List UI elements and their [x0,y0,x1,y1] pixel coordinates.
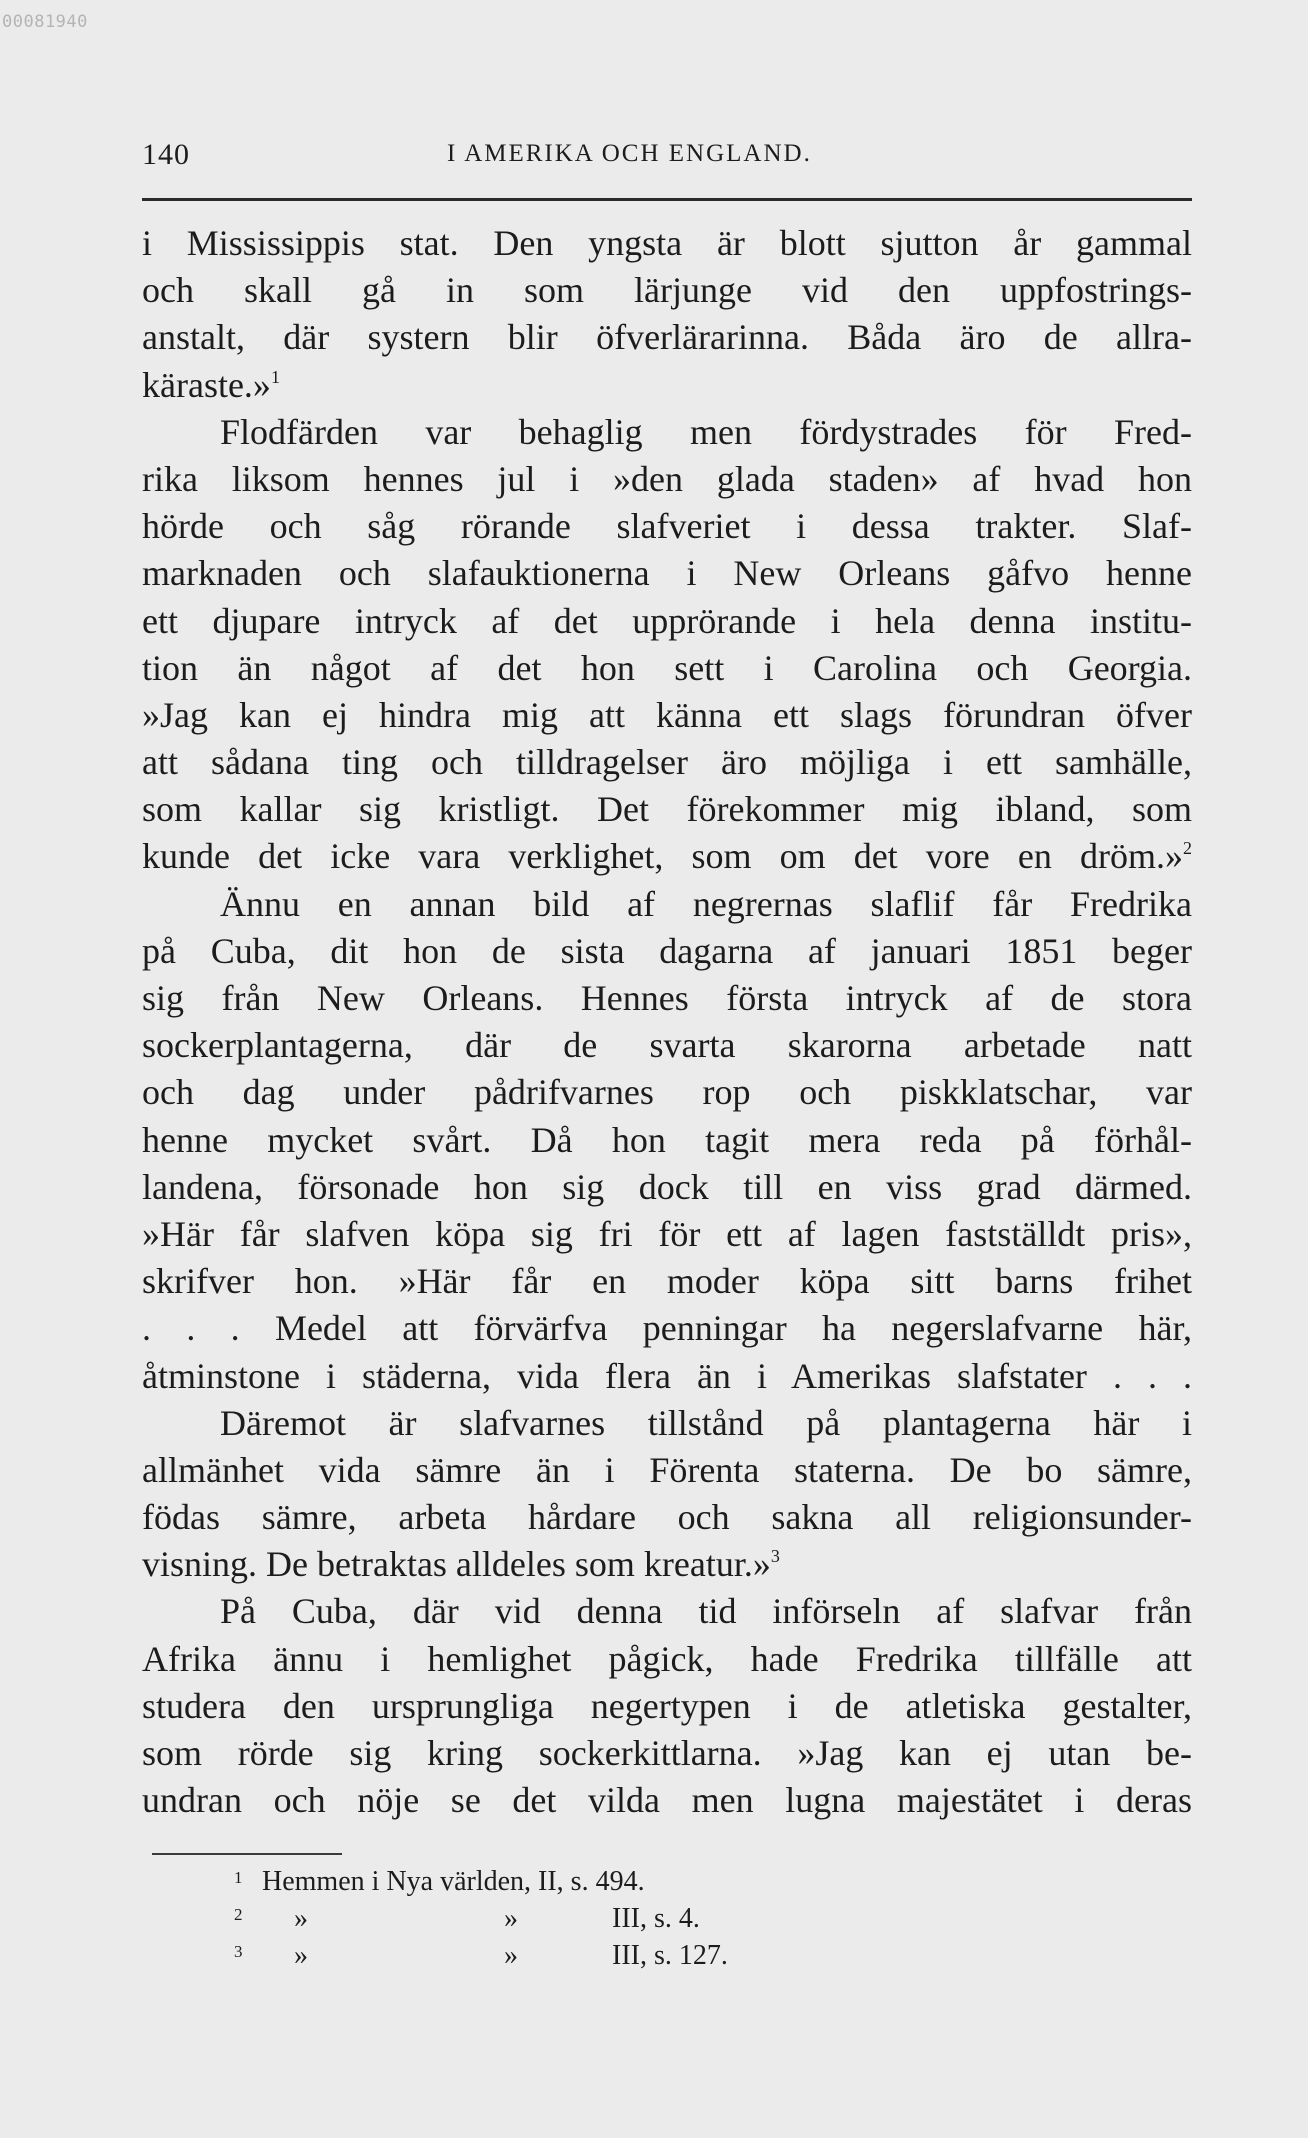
text-line: undran och nöje se det vilda men lugna majestätet i deras [142,1780,1192,1821]
text-line: ett djupare intryck af det upprörande i hela denna institu- [142,600,1192,641]
ditto-mark: » [294,1903,308,1934]
running-title: I AMERIKA OCH ENGLAND. [447,140,812,167]
page-header [142,138,1192,178]
text-line: sockerplantagerna, där de svarta skarorna arbetade natt [142,1025,1192,1066]
text-line [142,362,1192,409]
text-line: Ännu en annan bild af negrernas slaflif får Fredrika [220,883,1192,924]
scan-id-label: 00081940 [2,12,88,32]
text-line: landena, försonade hon sig dock till en viss grad därmed. [142,1166,1192,1207]
text-line: Däremot är slafvarnes tillstånd på plantagerna här i [220,1402,1192,1443]
text-line: hörde och såg rörande slafveriet i dessa trakter. Slaf- [142,506,1192,547]
text-line: rika liksom hennes jul i »den glada staden» af hvad hon [142,458,1192,499]
footnote-mark: 3 [234,1942,243,1961]
text-line: i Mississippis stat. Den yngsta är blott sjutton år gammal [142,223,1192,263]
text-line: åtminstone i städerna, vida flera än i Amerikas slafstater . . . [142,1355,1192,1396]
text-line [142,1541,1192,1588]
text-line: på Cuba, dit hon de sista dagarna af januari 1851 beger [142,930,1192,971]
footnote-rule [152,1853,342,1855]
text-line: henne mycket svårt. Då hon tagit mera reda på förhål- [142,1119,1192,1160]
text-line: tion än något af det hon sett i Carolina och Georgia. [142,647,1192,688]
text-line: »Jag kan ej hindra mig att känna ett slags förundran öfver [142,694,1192,735]
footnote-marker: 2 [1183,838,1192,859]
footnote-reference: III, s. 127. [612,1940,728,1971]
text-line: som rörde sig kring sockerkittlarna. »Jag kan ej utan be- [142,1733,1192,1773]
text-line-content: käraste.» [142,364,271,405]
page-number: 140 [142,138,190,171]
text-line: och skall gå in som lärjunge vid den uppfostrings- [142,270,1192,311]
footnote-marker: 1 [270,366,280,387]
text-line: marknaden och slafauktionerna i New Orleans gåfvo henne [142,553,1192,594]
ditto-mark: » [294,1940,308,1971]
text-line [142,833,1192,880]
text-line: födas sämre, arbeta hårdare och sakna all religionsunder- [142,1497,1192,1538]
text-line: På Cuba, där vid denna tid införseln af slafvar från [220,1591,1192,1632]
text-line: att sådana ting och tilldragelser äro möjliga i ett samhälle, [142,742,1192,783]
header-rule [142,198,1192,201]
footnote-mark: 1 [234,1868,243,1887]
text-line: . . . Medel att förvärfva penningar ha negerslafvarne här, [142,1308,1192,1349]
text-line: anstalt, där systern blir öfverlärarinna. Båda äro de allra- [142,317,1192,358]
text-line: Flodfärden var behaglig men fördystrades för Fred- [220,411,1192,452]
footnote-mark: 2 [234,1905,243,1924]
ditto-mark: » [504,1903,518,1934]
footnote-text: Hemmen i Nya världen, II, s. 494. [262,1866,645,1897]
text-line: Afrika ännu i hemlighet pågick, hade Fredrika tillfälle att [142,1638,1192,1679]
text-line: studera den ursprungliga negertypen i de atletiska gestalter, [142,1685,1192,1726]
text-line: »Här får slafven köpa sig fri för ett af lagen fastställdt pris», [142,1213,1192,1254]
text-line: allmänhet vida sämre än i Förenta staterna. De bo sämre, [142,1449,1192,1490]
body-text [142,220,1192,1824]
book-page [142,138,1192,1971]
footnote-reference: III, s. 4. [612,1903,700,1934]
text-line: som kallar sig kristligt. Det förekommer mig ibland, som [142,789,1192,830]
text-line: skrifver hon. »Här får en moder köpa sitt barns frihet [142,1261,1192,1302]
text-line: sig från New Orleans. Hennes första intryck af de stora [142,978,1192,1018]
text-line-content: kunde det icke vara verklighet, som om det vore en dröm.» [142,836,1183,877]
footnote-marker: 3 [770,1546,780,1567]
text-line-content: visning. De betraktas alldeles som kreatur.» [142,1544,771,1585]
text-line: och dag under pådrifvarnes rop och piskklatschar, var [142,1072,1192,1113]
ditto-mark: » [504,1940,518,1971]
